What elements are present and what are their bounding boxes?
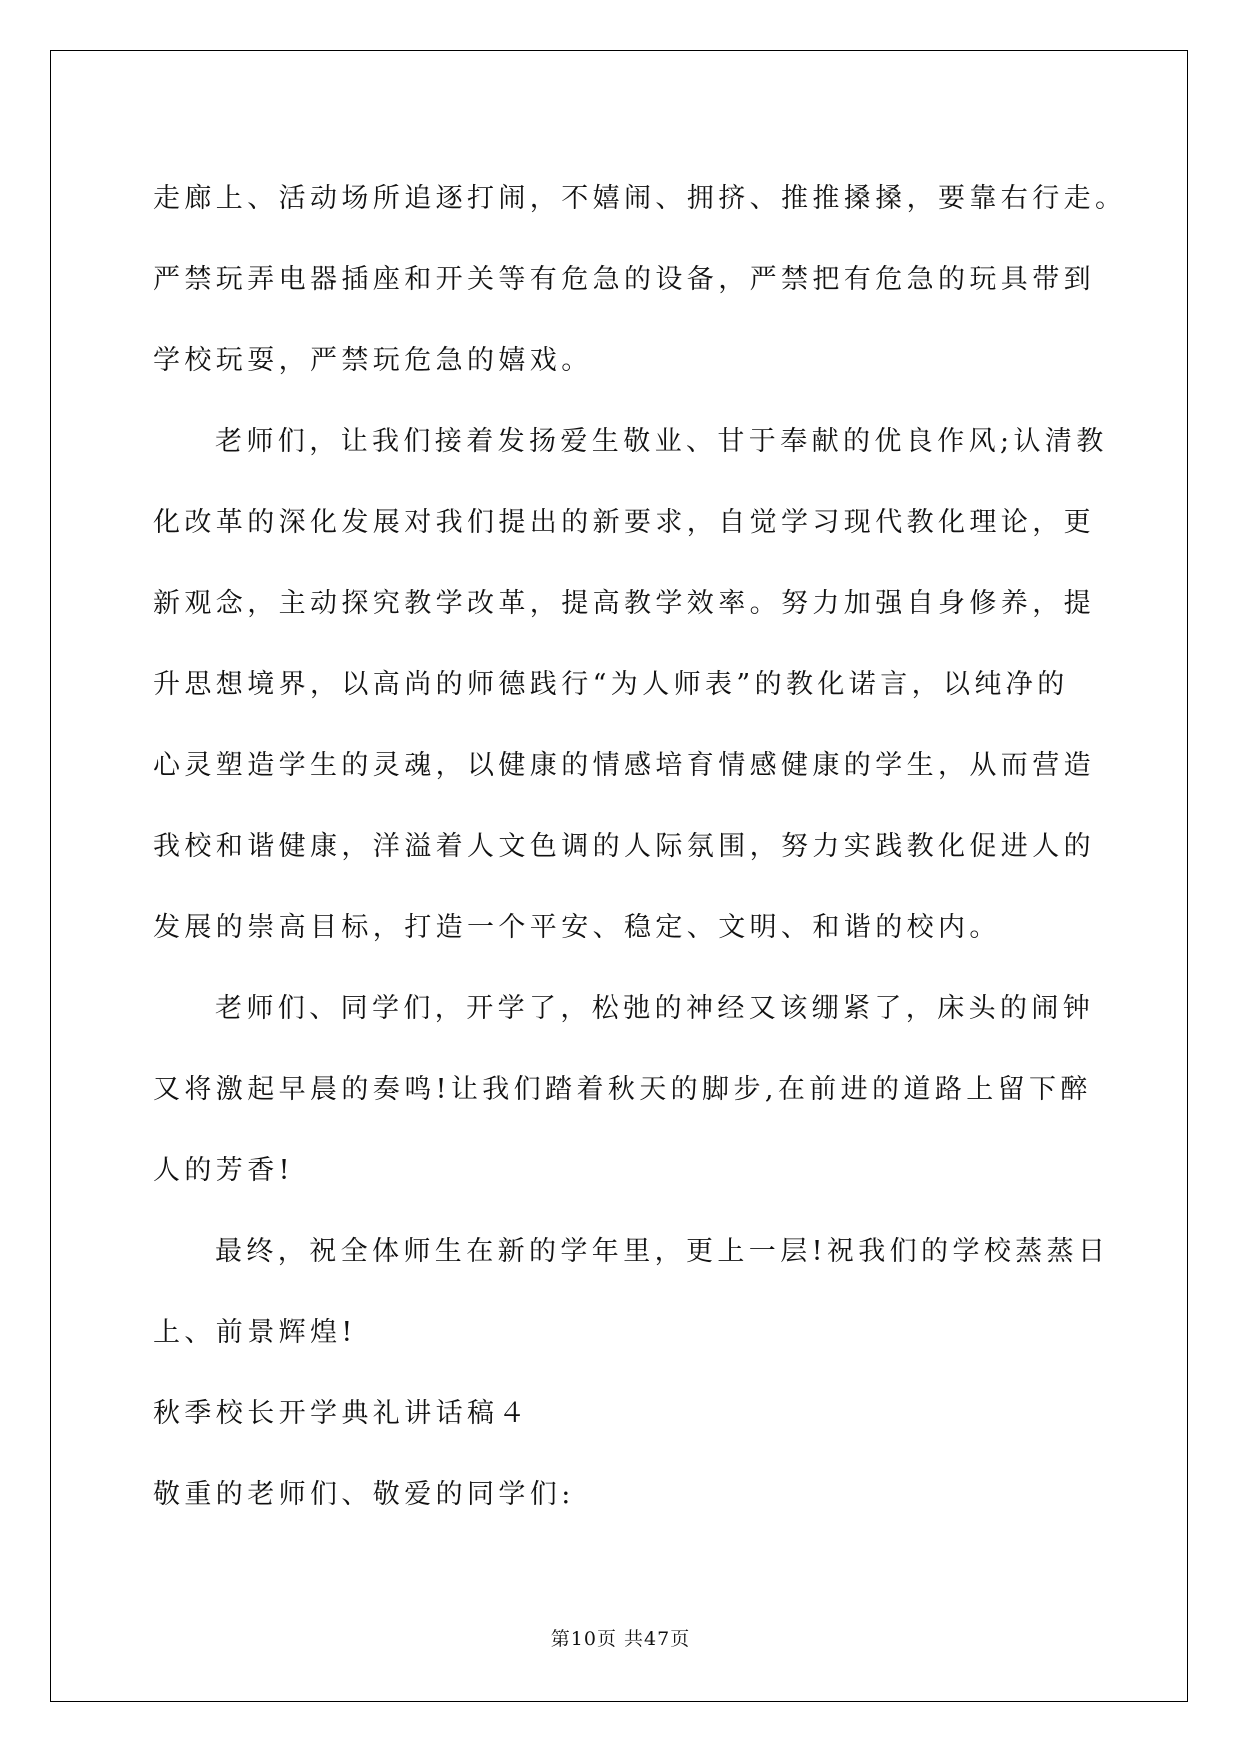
text-line: 化改革的深化发展对我们提出的新要求，自觉学习现代教化理论，更 (153, 507, 1095, 538)
text-line: 新观念，主动探究教学改革，提高教学效率。努力加强自身修养，提 (153, 588, 1095, 619)
text-line: 走廊上、活动场所追逐打闹，不嬉闹、拥挤、推推搡搡，要靠右行走。 (153, 183, 1127, 214)
text-line: 上、前景辉煌! (153, 1317, 357, 1348)
paragraph-start: 老师们，让我们接着发扬爱生敬业、甘于奉献的优良作风;认清教 (215, 426, 1108, 457)
text-line: 心灵塑造学生的灵魂，以健康的情感培育情感健康的学生，从而营造 (153, 750, 1095, 781)
text-line: 人的芳香! (153, 1155, 294, 1186)
text-line: 学校玩耍，严禁玩危急的嬉戏。 (153, 345, 593, 376)
text-line: 我校和谐健康，洋溢着人文色调的人际氛围，努力实践教化促进人的 (153, 831, 1095, 862)
text-line: 严禁玩弄电器插座和开关等有危急的设备，严禁把有危急的玩具带到 (153, 264, 1095, 295)
paragraph-start: 老师们、同学们，开学了，松弛的神经又该绷紧了，床头的闹钟 (215, 993, 1095, 1024)
text-line: 发展的崇高目标，打造一个平安、稳定、文明、和谐的校内。 (153, 912, 1001, 943)
document-body (153, 158, 1127, 1535)
paragraph-start: 最终，祝全体师生在新的学年里，更上一层!祝我们的学校蒸蒸日 (215, 1236, 1110, 1267)
page-number-footer: 第10页 共47页 (550, 1628, 691, 1650)
text-line: 又将激起早晨的奏鸣!让我们踏着秋天的脚步,在前进的道路上留下醉 (153, 1074, 1092, 1105)
salutation: 敬重的老师们、敬爱的同学们: (153, 1479, 575, 1510)
section-title: 秋季校长开学典礼讲话稿４ (153, 1398, 530, 1429)
text-line: 升思想境界，以高尚的师德践行“为人师表”的教化诺言，以纯净的 (153, 669, 1069, 700)
